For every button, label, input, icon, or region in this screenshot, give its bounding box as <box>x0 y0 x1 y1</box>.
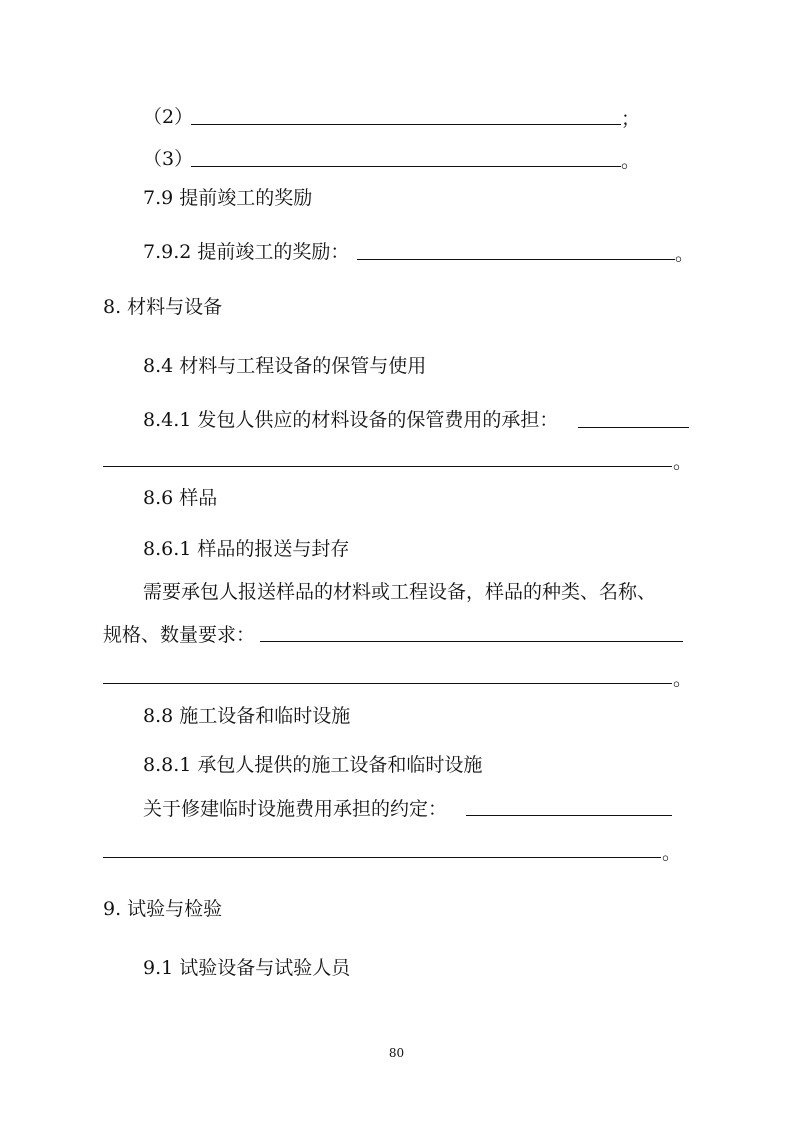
section-9-1-heading: 9.1 试验设备与试验人员 <box>143 957 351 979</box>
fill-blank-8-4-1-b[interactable] <box>103 466 672 467</box>
fill-blank-8-8-1-a[interactable] <box>466 815 672 816</box>
fill-blank-8-6-1-a[interactable] <box>260 641 683 642</box>
section-7-9-2-end: 。 <box>675 243 695 265</box>
section-8-6-1-end: 。 <box>673 668 693 690</box>
section-8-8-heading: 8.8 施工设备和临时设施 <box>143 705 351 727</box>
section-8-6-1-spec-label: 规格、数量要求： <box>103 624 256 646</box>
item-2-end: ； <box>621 108 641 130</box>
item-3-end: 。 <box>621 150 641 172</box>
item-2-label: （2） <box>143 106 194 128</box>
section-7-9-2-label: 7.9.2 提前竣工的奖励： <box>143 241 350 263</box>
fill-blank-7-9-2[interactable] <box>357 259 675 260</box>
fill-blank-3[interactable] <box>191 166 621 167</box>
fill-blank-8-4-1-a[interactable] <box>578 427 689 428</box>
section-8-8-1-end: 。 <box>662 842 682 864</box>
section-8-6-1-heading: 8.6.1 样品的报送与封存 <box>143 538 350 560</box>
section-7-9-heading: 7.9 提前竣工的奖励 <box>143 187 313 209</box>
chapter-8-heading: 8. 材料与设备 <box>103 296 223 318</box>
section-8-4-1-end: 。 <box>673 451 693 473</box>
page-number: 80 <box>388 1046 405 1060</box>
section-8-6-1-paragraph: 需要承包人报送样品的材料或工程设备，样品的种类、名称、 <box>143 581 657 603</box>
fill-blank-2[interactable] <box>191 124 621 125</box>
chapter-9-heading: 9. 试验与检验 <box>103 898 223 920</box>
section-8-8-1-label: 关于修建临时设施费用承担的约定： <box>143 798 448 820</box>
section-8-8-1-heading: 8.8.1 承包人提供的施工设备和临时设施 <box>143 754 483 776</box>
section-8-4-1-label: 8.4.1 发包人供应的材料设备的保管费用的承担： <box>143 409 559 431</box>
section-8-4-heading: 8.4 材料与工程设备的保管与使用 <box>143 355 427 377</box>
section-8-6-heading: 8.6 样品 <box>143 487 218 509</box>
item-3-label: （3） <box>143 148 194 170</box>
fill-blank-8-8-1-b[interactable] <box>103 857 661 858</box>
fill-blank-8-6-1-b[interactable] <box>103 683 672 684</box>
